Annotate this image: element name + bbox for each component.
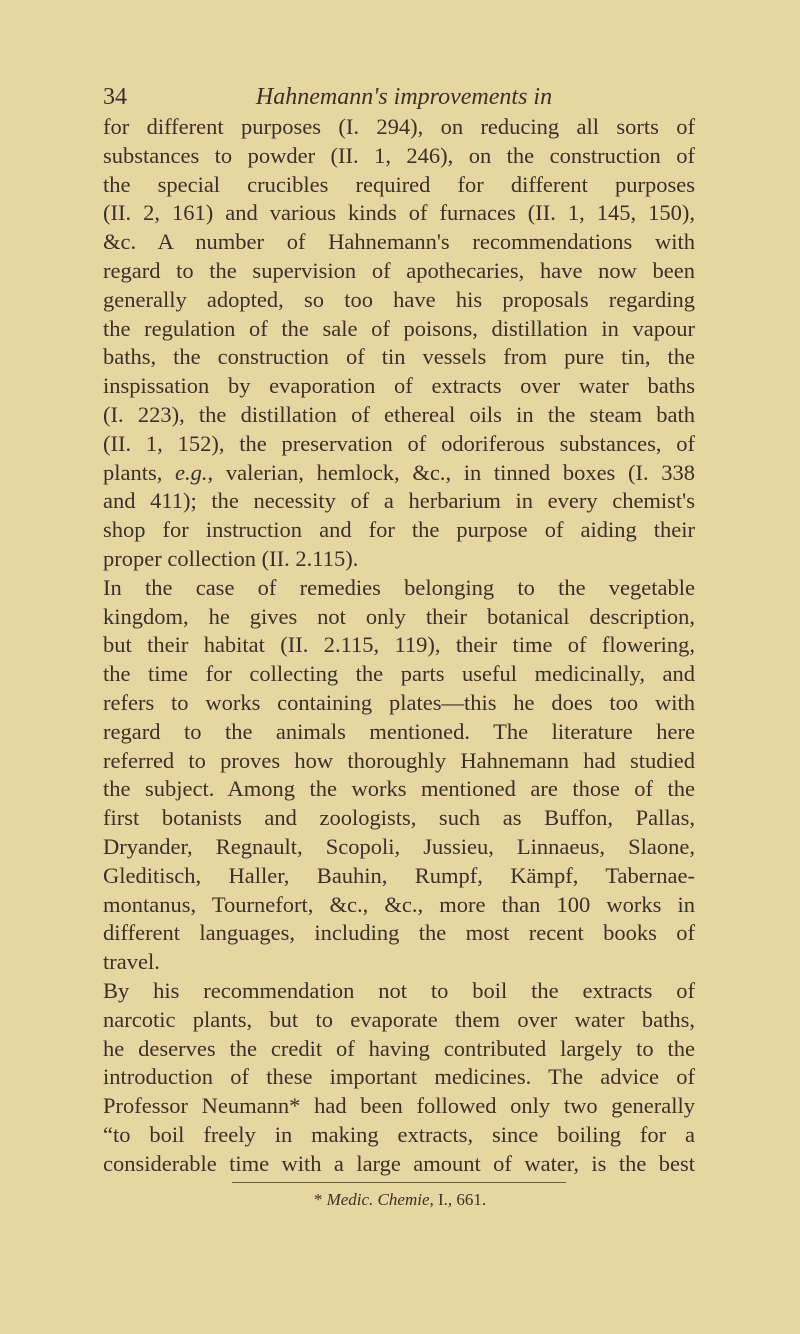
text-span: the special crucibles required for different purposes [103, 171, 695, 197]
text-line [103, 257, 695, 286]
text-line [103, 747, 695, 776]
text-line [103, 1150, 695, 1179]
text-line [103, 199, 695, 228]
text-line [103, 487, 695, 516]
text-span: the subject. Among the works mentioned are those of the [103, 776, 695, 802]
text-span: first botanists and zoologists, such as Buffon, Pallas, [103, 805, 695, 831]
text-span: (I. 223), the distillation of ethereal oils in the steam bath [103, 401, 695, 427]
text-line [103, 689, 695, 718]
text-line [103, 775, 695, 804]
text-line [103, 1063, 695, 1092]
text-span: travel. [103, 949, 160, 975]
text-line [103, 113, 695, 142]
text-line [103, 862, 695, 891]
text-line [103, 516, 695, 545]
text-span: , valerian, hemlock, &c., in tinned boxes (I. 338 [207, 459, 696, 485]
text-span: referred to proves how thoroughly Hahnemann had studied [103, 747, 695, 773]
text-line [103, 343, 695, 372]
footnote-divider [232, 1182, 566, 1183]
text-span: In the case of remedies belonging to the vegetable [103, 574, 695, 600]
text-line [103, 228, 695, 257]
text-span: &c. A number of Hahnemann's recommendations with [103, 229, 695, 255]
text-line [103, 171, 695, 200]
text-line [103, 631, 695, 660]
text-span: shop for instruction and for the purpose of aiding their [103, 517, 695, 543]
text-span: narcotic plants, but to evaporate them over water baths, [103, 1006, 695, 1032]
page-number: 34 [103, 84, 127, 110]
text-line [103, 545, 695, 574]
text-line [103, 948, 695, 977]
text-span: for different purposes (I. 294), on reducing all sorts of [103, 114, 695, 139]
text-span: substances to powder (II. 1, 246), on the construction of [103, 142, 695, 168]
text-line [103, 315, 695, 344]
text-span: the regulation of the sale of poisons, distillation in vapour [103, 315, 695, 341]
text-line [103, 891, 695, 920]
text-line [103, 142, 695, 171]
text-line [103, 804, 695, 833]
text-span: considerable time with a large amount of water, is the best [103, 1150, 695, 1176]
text-span: montanus, Tournefort, &c., &c., more than 100 works in [103, 891, 695, 917]
text-span: Dryander, Regnault, Scopoli, Jussieu, Linnaeus, Slaone, [103, 833, 695, 859]
text-line [103, 1035, 695, 1064]
text-span: kingdom, he gives not only their botanical description, [103, 603, 695, 629]
text-line [103, 1121, 695, 1150]
italic-text: e.g. [175, 459, 208, 485]
text-span: but their habitat (II. 2.115, 119), their time of flowering, [103, 632, 695, 658]
text-span: plants, [103, 459, 176, 485]
text-span: Gleditisch, Haller, Bauhin, Rumpf, Kämpf, Tabernae- [103, 862, 695, 888]
text-span: inspissation by evaporation of extracts over water baths [103, 373, 695, 399]
text-line [103, 1006, 695, 1035]
text-span: different languages, including the most recent books of [103, 920, 695, 946]
footnote [0, 1190, 800, 1210]
text-line [103, 718, 695, 747]
text-span: he deserves the credit of having contributed largely to the [103, 1035, 695, 1061]
text-line [103, 372, 695, 401]
text-span: regard to the supervision of apothecaries, have now been [103, 257, 695, 283]
running-header [103, 84, 695, 114]
text-line [103, 833, 695, 862]
text-span: “to boil freely in making extracts, since boiling for a [103, 1121, 695, 1147]
text-line [103, 1092, 695, 1121]
footnote-marker: * [313, 1190, 327, 1209]
text-line [103, 430, 695, 459]
text-line [103, 919, 695, 948]
text-line [103, 660, 695, 689]
text-line [103, 459, 695, 488]
text-span: and 411); the necessity of a herbarium in every chemist's [103, 488, 695, 514]
text-span: introduction of these important medicines. The advice of [103, 1064, 695, 1090]
text-span: Professor Neumann* had been followed only two generally [103, 1093, 695, 1119]
text-line [103, 401, 695, 430]
text-line [103, 286, 695, 315]
footnote-ref: , I., 661. [429, 1190, 487, 1209]
text-span: generally adopted, so too have his proposals regarding [103, 286, 695, 312]
text-line [103, 977, 695, 1006]
running-title: Hahnemann's improvements in [255, 84, 553, 110]
footnote-source: Medic. Chemie [326, 1190, 430, 1209]
text-span: By his recommendation not to boil the extracts of [103, 977, 695, 1003]
text-span: refers to works containing plates—this he does too with [103, 689, 695, 715]
text-line [103, 603, 695, 632]
text-span: proper collection (II. 2.115). [103, 545, 359, 571]
body-text [103, 113, 695, 1178]
text-span: the time for collecting the parts useful medicinally, and [103, 661, 695, 687]
text-span: (II. 2, 161) and various kinds of furnaces (II. 1, 145, 150), [103, 200, 695, 226]
text-line [103, 574, 695, 603]
text-span: baths, the construction of tin vessels from pure tin, the [103, 344, 695, 370]
text-span: regard to the animals mentioned. The literature here [103, 718, 695, 744]
text-span: (II. 1, 152), the preservation of odoriferous substances, of [103, 430, 695, 456]
